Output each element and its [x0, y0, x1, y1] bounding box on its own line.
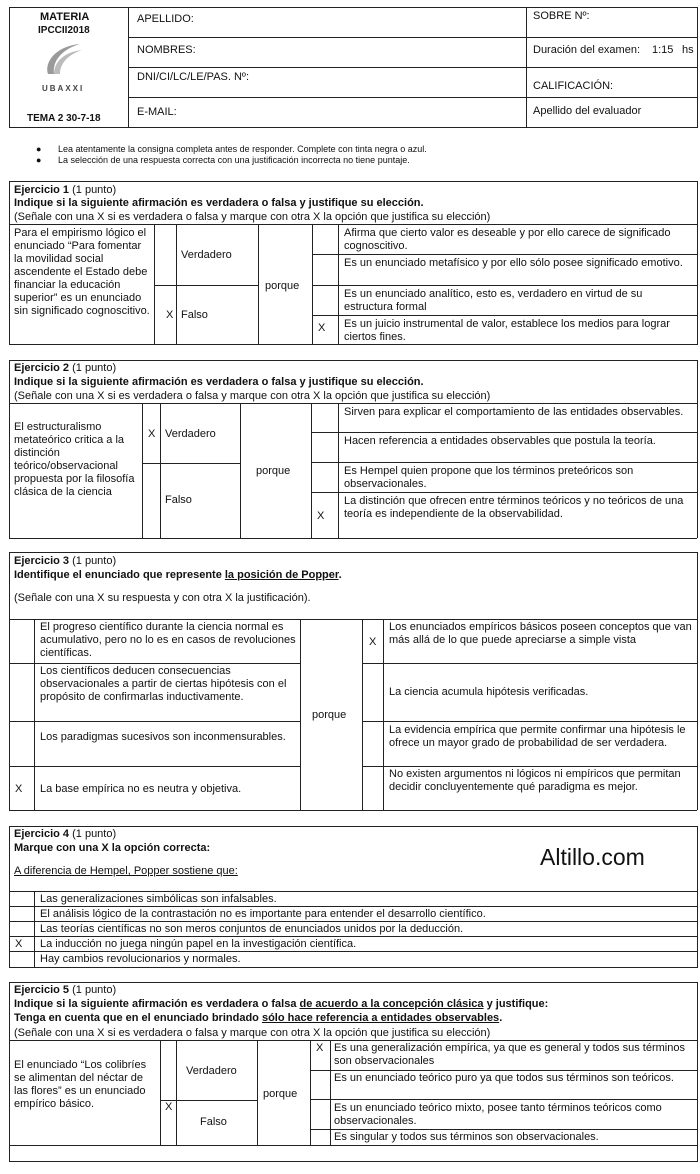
answer-mark: X [15, 938, 23, 950]
nombres-field[interactable]: NOMBRES: [137, 44, 196, 56]
option-row[interactable]: Hay cambios revolucionarios y normales. [40, 953, 241, 965]
justification-option[interactable]: Hacen referencia a entidades observables que postula la teoría. [344, 435, 656, 447]
answer-mark: X [148, 428, 156, 440]
statement-option[interactable]: La base empírica no es neutra y objetiva. [40, 783, 242, 795]
justification-mark: X [317, 510, 325, 522]
materia-label: MATERIA [40, 11, 90, 23]
exercise-title: Ejercicio 2 [14, 362, 70, 374]
justification-mark: X [316, 1042, 324, 1054]
bullet-icon: ● [36, 155, 42, 165]
exercise-subinstruction: (Señale con una X si es verdadera o falsa y marque con otra X la opción que justifica su elección) [14, 211, 491, 223]
evaluador-field[interactable]: Apellido del evaluador [533, 105, 642, 117]
bullet-icon: ● [36, 144, 42, 154]
exercise-instruction: Indique si la siguiente afirmación es verdadera o falsa y justifique su elección. [14, 376, 424, 388]
statement-option[interactable]: El progreso científico durante la ciencia normal es acumulativo, pero no lo es en casos de revoluciones científicas. [40, 621, 296, 659]
justification-option[interactable]: Es una generalización empírica, ya que es general y todos sus términos son observacionales [334, 1042, 685, 1067]
logo-text: UBAXXI [42, 84, 85, 93]
exercise-points: (1 punto) [72, 555, 117, 567]
statement-text: El enunciado “Los colibríes se alimentan del néctar de las flores” es un enunciado empírico básico. [14, 1059, 147, 1110]
option-row[interactable]: Las teorías científicas no son meros conjuntos de enunciados unidos por la deducción. [40, 923, 464, 935]
sobre-field[interactable]: SOBRE Nº: [533, 10, 590, 22]
instruction-item: La selección de una respuesta correcta con una justificación incorrecta no tiene puntaje. [58, 155, 410, 165]
justification-option[interactable]: Es un enunciado analítico, esto es, verdadero en virtud de su estructura formal [344, 288, 643, 313]
exercise-points: (1 punto) [72, 984, 117, 996]
duracion-unit: hs [682, 44, 694, 56]
answer-mark: X [15, 783, 23, 795]
answer-mark: X [165, 1101, 173, 1113]
exercise-subinstruction: (Señale con una X si es verdadera o falsa y marque con otra X la opción que justifica su elección) [14, 1027, 491, 1039]
exercise-title: Ejercicio 4 [14, 828, 70, 840]
exercise-instruction: Marque con una X la opción correcta: [14, 842, 211, 854]
justification-option[interactable]: La evidencia empírica que permite confirmar una hipótesis le ofrece un mayor grado de probabilidad de ser verdadera. [389, 724, 686, 749]
porque-label: porque [265, 280, 300, 292]
statement-text: El estructuralismo metateórico critica a la distinción teórico/observacional propuesta por la filosofía clásica de la ciencia [14, 421, 135, 498]
justification-option[interactable]: Afirma que cierto valor es deseable y por ello carece de significado cognoscitivo. [344, 227, 671, 252]
watermark: Altillo.com [540, 844, 645, 870]
option-row[interactable]: El análisis lógico de la contrastación no es importante para entender el desarrollo científico. [40, 908, 486, 920]
exercise-instruction: Identifique el enunciado que represente la posición de Popper. [14, 569, 342, 581]
exercise-instruction: Indique si la siguiente afirmación es verdadera o falsa y justifique su elección. [14, 197, 424, 209]
option-row[interactable]: La inducción no juega ningún papel en la investigación científica. [40, 938, 357, 950]
apellido-field[interactable]: APELLIDO: [137, 13, 194, 25]
justification-mark: X [369, 636, 377, 648]
option-verdadero[interactable]: Verdadero [181, 249, 232, 261]
calificacion-field[interactable]: CALIFICACIÓN: [533, 80, 614, 92]
statement-option[interactable]: Los paradigmas sucesivos son inconmensurables. [40, 731, 286, 743]
exercise-instruction: Indique si la siguiente afirmación es verdadera o falsa de acuerdo a la concepción clásica y justifique: [14, 998, 549, 1010]
exercise-lead: A diferencia de Hempel, Popper sostiene que: [14, 865, 238, 877]
materia-code: IPCCII2018 [38, 25, 90, 36]
option-verdadero[interactable]: Verdadero [165, 428, 216, 440]
justification-option[interactable]: Es un enunciado teórico mixto, posee tanto términos teóricos como observacionales. [334, 1102, 662, 1127]
justification-option[interactable]: Es un juicio instrumental de valor, establece los medios para lograr ciertos fines. [344, 318, 670, 343]
exercise-title: Ejercicio 3 [14, 555, 70, 567]
justification-option[interactable]: Sirven para explicar el comportamiento de las entidades observables. [344, 406, 684, 418]
dni-field[interactable]: DNI/CI/LC/LE/PAS. Nº: [137, 71, 250, 83]
justification-option[interactable]: Es Hempel quien propone que los términos preteóricos son observacionales. [344, 465, 634, 490]
justification-mark: X [318, 322, 326, 334]
exercise-points: (1 punto) [72, 828, 117, 840]
justification-option[interactable]: Es un enunciado metafísico y por ello sólo posee significado emotivo. [344, 257, 683, 269]
option-falso[interactable]: Falso [200, 1116, 227, 1128]
justification-option[interactable]: Es singular y todos sus términos son observacionales. [334, 1131, 599, 1143]
statement-option[interactable]: Los científicos deducen consecuencias observacionales a partir de ciertas hipótesis con el propósito de confirmarlas inductivamente. [40, 665, 287, 703]
option-row[interactable]: Las generalizaciones simbólicas son infalsables. [40, 893, 277, 905]
exercise-subinstruction: (Señale con una X su respuesta y con otra X la justificación). [14, 592, 311, 604]
exercise-title: Ejercicio 5 [14, 984, 70, 996]
duracion-value: 1:15 [652, 44, 674, 56]
porque-label: porque [312, 709, 347, 721]
justification-option[interactable]: Es un enunciado teórico puro ya que todos sus términos son teóricos. [334, 1072, 674, 1084]
porque-label: porque [256, 465, 291, 477]
exercise-subinstruction: (Señale con una X si es verdadera o falsa y marque con otra X la opción que justifica su elección) [14, 390, 491, 402]
instruction-item: Lea atentamente la consigna completa antes de responder. Complete con tinta negra o azul. [58, 144, 427, 154]
email-field[interactable]: E-MAIL: [137, 106, 177, 118]
answer-mark: X [166, 309, 174, 321]
exercise-instruction-2: Tenga en cuenta que en el enunciado brindado sólo hace referencia a entidades observables. [14, 1012, 503, 1024]
statement-text: Para el empirismo lógico el enunciado “Para fomentar la movilidad social ascendente el Estado debe financiar la educación superior” es un enunciado sin significado cognoscitivo. [14, 227, 150, 317]
duracion-label: Duración del examen: [533, 44, 641, 56]
option-falso[interactable]: Falso [181, 309, 208, 321]
option-falso[interactable]: Falso [165, 494, 192, 506]
exercise-points: (1 punto) [72, 362, 117, 374]
justification-option[interactable]: La ciencia acumula hipótesis verificadas. [389, 686, 589, 698]
porque-label: porque [263, 1088, 298, 1100]
justification-option[interactable]: La distinción que ofrecen entre términos teóricos y no teóricos de una teoría es independiente de la observabilidad. [344, 495, 684, 520]
option-verdadero[interactable]: Verdadero [186, 1065, 237, 1077]
justification-option[interactable]: Los enunciados empíricos básicos poseen conceptos que van más allá de lo que puede apreciarse a simple vista [389, 621, 692, 646]
ubaxxi-logo-icon [38, 40, 88, 85]
exercise-title: Ejercicio 1 [14, 184, 70, 196]
exercise-points: (1 punto) [72, 184, 117, 196]
tema-label: TEMA 2 30-7-18 [27, 113, 101, 124]
justification-option[interactable]: No existen argumentos ni lógicos ni empíricos que permitan decidir concluyentemente qué paradigma es mejor. [389, 768, 681, 793]
